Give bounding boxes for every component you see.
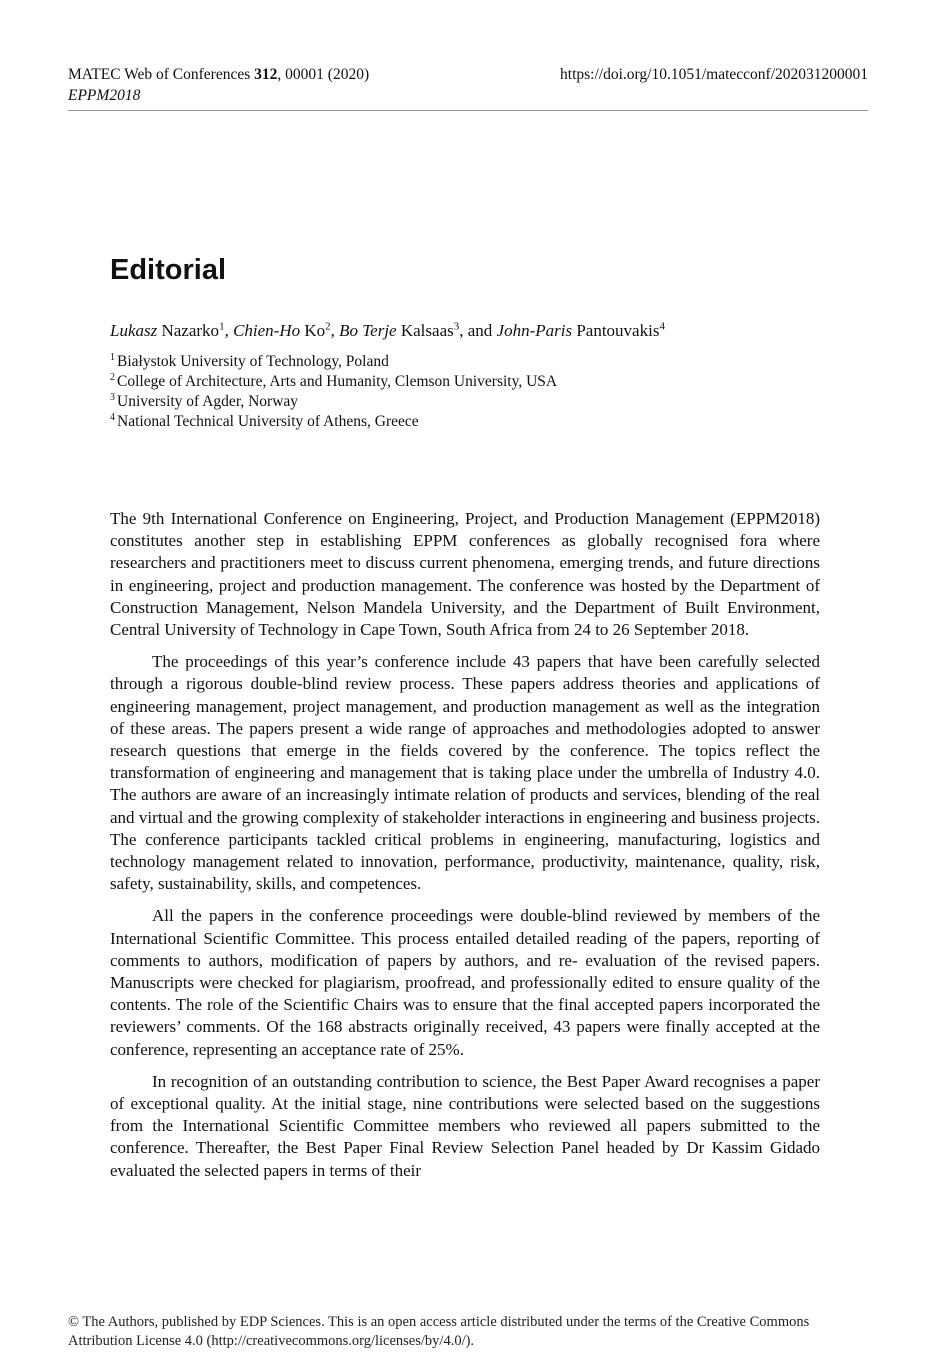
- affiliation-number: 3: [110, 391, 115, 403]
- author-given-name: Lukasz: [110, 321, 158, 340]
- affiliation: [110, 412, 557, 432]
- author: [339, 321, 459, 340]
- license-line: © The Authors, published by EDP Sciences. This is an open access article distributed under the terms of the Creative Commons: [68, 1314, 810, 1330]
- conference-tag: EPPM2018: [68, 87, 141, 104]
- author-separator: ,: [330, 321, 340, 340]
- affiliation-text: National Technical University of Athens, Greece: [117, 413, 419, 430]
- doi-link[interactable]: https://doi.org/10.1051/matecconf/202031200001: [560, 66, 868, 83]
- author: [233, 321, 331, 340]
- author-family-name: Ko: [300, 321, 326, 340]
- affiliation: [110, 372, 557, 392]
- affiliation: [110, 352, 557, 372]
- running-header: [68, 64, 868, 111]
- author-affiliation-mark: 3: [453, 320, 460, 333]
- author-separator: , and: [459, 321, 497, 340]
- author-separator: ,: [224, 321, 234, 340]
- affiliation-text: College of Architecture, Arts and Humanity, Clemson University, USA: [117, 373, 558, 390]
- affiliation-number: 4: [110, 411, 115, 423]
- affiliation-list: [110, 352, 557, 432]
- author-family-name: Pantouvakis: [572, 321, 660, 340]
- license-footer: [68, 1313, 868, 1351]
- affiliation-text: University of Agder, Norway: [117, 393, 299, 410]
- author-given-name: Bo Terje: [339, 321, 397, 340]
- author-affiliation-mark: 4: [659, 320, 665, 333]
- affiliation: [110, 392, 557, 412]
- body-paragraph: All the papers in the conference proceedings were double-blind reviewed by members of the International Scientific Committee. This process entailed detailed reading of the papers, reporting of comments to authors, modification of papers by authors, and re- evaluation of the revised papers. Manuscripts were checked for plagiarism, proofread, and professionally edited to ensure quality of the contents. The role of the Scientific Chairs was to ensure that the final accepted papers incorporated the reviewers’ comments. Of the 168 abstracts originally received, 43 papers were finally accepted at the conference, representing an acceptance rate of 25%.: [110, 906, 820, 1059]
- header-left: [68, 64, 369, 106]
- author: [110, 321, 225, 340]
- author-affiliation-mark: 1: [219, 320, 225, 333]
- affiliation-text: Białystok University of Technology, Poland: [117, 353, 389, 370]
- author-affiliation-mark: 2: [325, 320, 331, 333]
- body-paragraph: The proceedings of this year’s conference include 43 papers that have been carefully selected through a rigorous double-blind review process. These papers address theories and applications of engineering management, project management, and production management as well as the integration of these areas. The papers present a wide range of approaches and methodologies adopted to answer research questions that emerge in the fields covered by the conference. The topics reflect the transformation of engineering and management that is taking place under the umbrella of Industry 4.0. The authors are aware of an increasingly intimate relation of products and services, blending of the real and virtual and the growing complexity of stakeholder interactions in engineering and business projects. The conference participants tackled critical problems in engineering, manufacturing, logistics and technology management related to innovation, performance, productivity, maintenance, quality, risk, safety, sustainability, skills, and competences.: [110, 652, 820, 894]
- journal-name: MATEC Web of Conferences: [68, 66, 255, 83]
- author-family-name: Nazarko: [157, 321, 220, 340]
- journal-volume: 312: [254, 66, 278, 83]
- author-given-name: Chien-Ho: [233, 321, 301, 340]
- author-given-name: John-Paris: [496, 321, 573, 340]
- article-title: Editorial: [110, 254, 227, 286]
- article-body: [110, 508, 820, 1192]
- author-family-name: Kalsaas: [396, 321, 454, 340]
- journal-citation: [68, 64, 369, 85]
- journal-article-number: , 00001 (2020): [277, 66, 370, 83]
- author: [497, 321, 665, 340]
- author-list: [110, 320, 665, 342]
- body-paragraph: In recognition of an outstanding contribution to science, the Best Paper Award recognises a paper of exceptional quality. At the initial stage, nine contributions were selected based on the suggestions from the International Scientific Committee members who reviewed all papers submitted to the conference. Thereafter, the Best Paper Final Review Selection Panel headed by Dr Kassim Gidado evaluated the selected papers in terms of their: [110, 1071, 820, 1180]
- body-paragraph: The 9th International Conference on Engineering, Project, and Production Management (EPPM2018) constitutes another step in establishing EPPM conferences as globally recognised fora where researchers and practitioners meet to discuss current phenomena, emerging trends, and future directions in engineering, project and production management. The conference was hosted by the Department of Construction Management, Nelson Mandela University, and the Department of Built Environment, Central University of Technology in Cape Town, South Africa from 24 to 26 September 2018.: [110, 509, 820, 640]
- affiliation-number: 1: [110, 351, 115, 363]
- affiliation-number: 2: [110, 371, 115, 383]
- license-line: Attribution License 4.0 (http://creativecommons.org/licenses/by/4.0/).: [68, 1333, 475, 1349]
